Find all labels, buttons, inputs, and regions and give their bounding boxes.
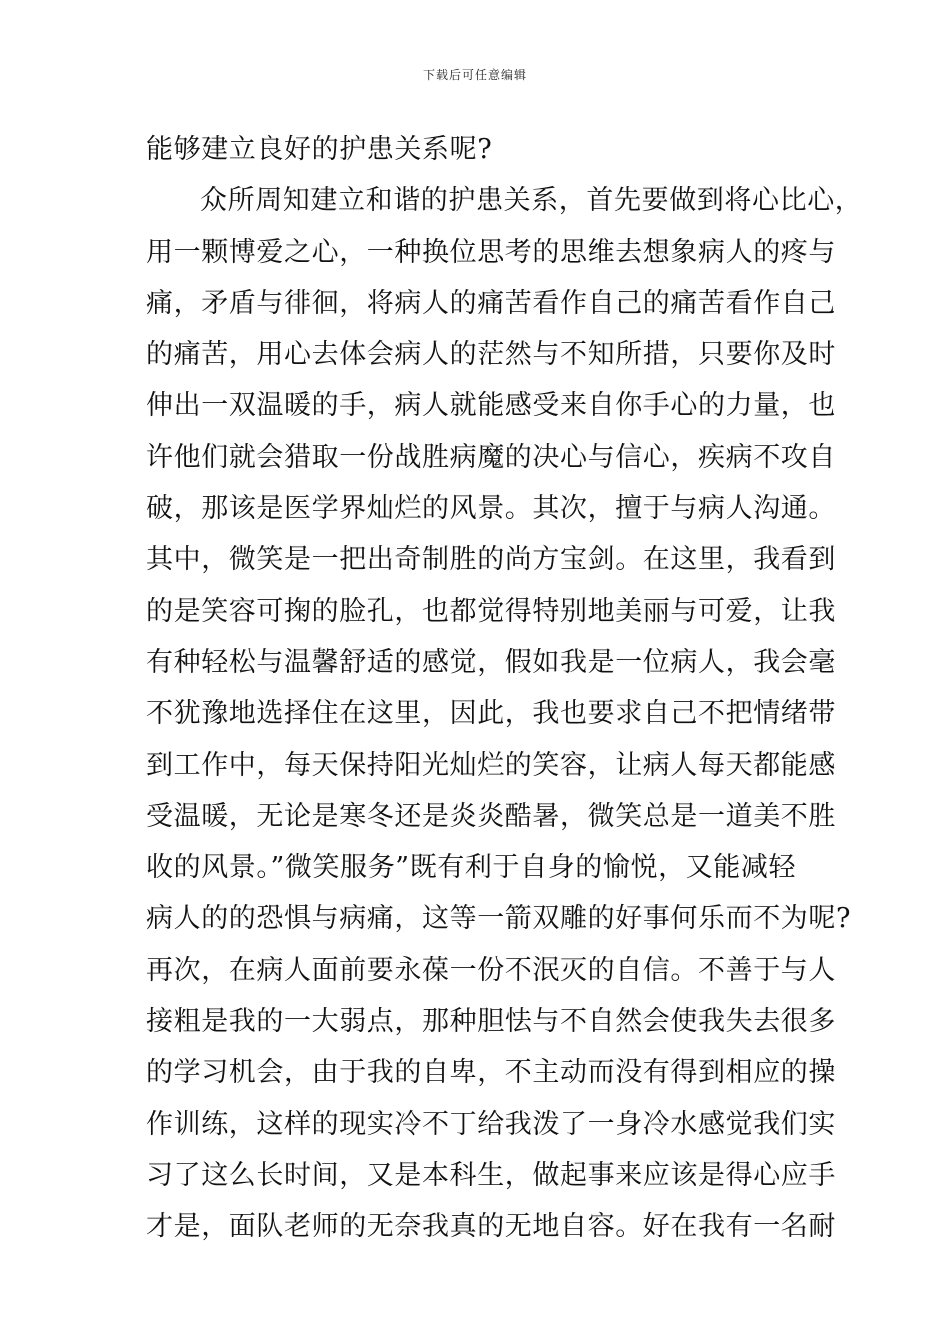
text-line: 的是笑容可掬的脸孔，也都觉得特别地美丽与可爱，让我 — [146, 595, 836, 627]
text-line: 痛，矛盾与徘徊，将病人的痛苦看作自己的痛苦看作自己 — [146, 287, 836, 319]
text-line: 伸出一双温暖的手，病人就能感受来自你手心的力量，也 — [146, 390, 836, 422]
text-line: 破，那该是医学界灿烂的风景。其次，擅于与病人沟通。 — [146, 493, 836, 525]
text-line: 到工作中，每天保持阳光灿烂的笑容，让病人每天都能感 — [146, 749, 836, 781]
text-line: 习了这么长时间，又是本科生，做起事来应该是得心应手 — [146, 1159, 836, 1191]
text-line: 接粗是我的一大弱点，那种胆怯与不自然会使我失去很多 — [146, 1006, 836, 1038]
page-header: 下载后可任意编辑 — [422, 68, 527, 82]
body-text — [146, 124, 863, 1253]
text-line: 的痛苦，用心去体会病人的茫然与不知所措，只要你及时 — [146, 339, 836, 371]
text-line: 用一颗博爱之心，一种换位思考的思维去想象病人的疼与 — [146, 236, 836, 268]
text-line: 众所周知建立和谐的护患关系，首先要做到将心比心， — [200, 185, 863, 217]
text-line: 再次，在病人面前要永葆一份不泯灭的自信。不善于与人 — [146, 954, 836, 986]
text-line: 能够建立良好的护患关系呢? — [146, 134, 493, 165]
text-line: 不犹豫地选择住在这里，因此，我也要求自己不把情绪带 — [146, 698, 836, 730]
text-line: 才是，面队老师的无奈我真的无地自容。好在我有一名耐 — [146, 1211, 836, 1243]
text-line: 有种轻松与温馨舒适的感觉，假如我是一位病人，我会毫 — [146, 646, 836, 678]
text-line: 病人的的恐惧与病痛，这等一箭双雕的好事何乐而不为呢? — [146, 903, 852, 935]
text-line: 许他们就会猎取一份战胜病魔的决心与信心，疾病不攻自 — [146, 441, 836, 473]
text-line: 的学习机会，由于我的自卑，不主动而没有得到相应的操 — [146, 1057, 836, 1089]
text-line: 收的风景。”微笑服务”既有利于自身的愉悦，又能减轻 — [146, 852, 797, 884]
text-line: 受温暖，无论是寒冬还是炎炎酷暑，微笑总是一道美不胜 — [146, 800, 836, 832]
text-line: 作训练，这样的现实冷不丁给我泼了一身冷水感觉我们实 — [146, 1108, 836, 1140]
text-line: 其中，微笑是一把出奇制胜的尚方宝剑。在这里，我看到 — [146, 544, 836, 576]
